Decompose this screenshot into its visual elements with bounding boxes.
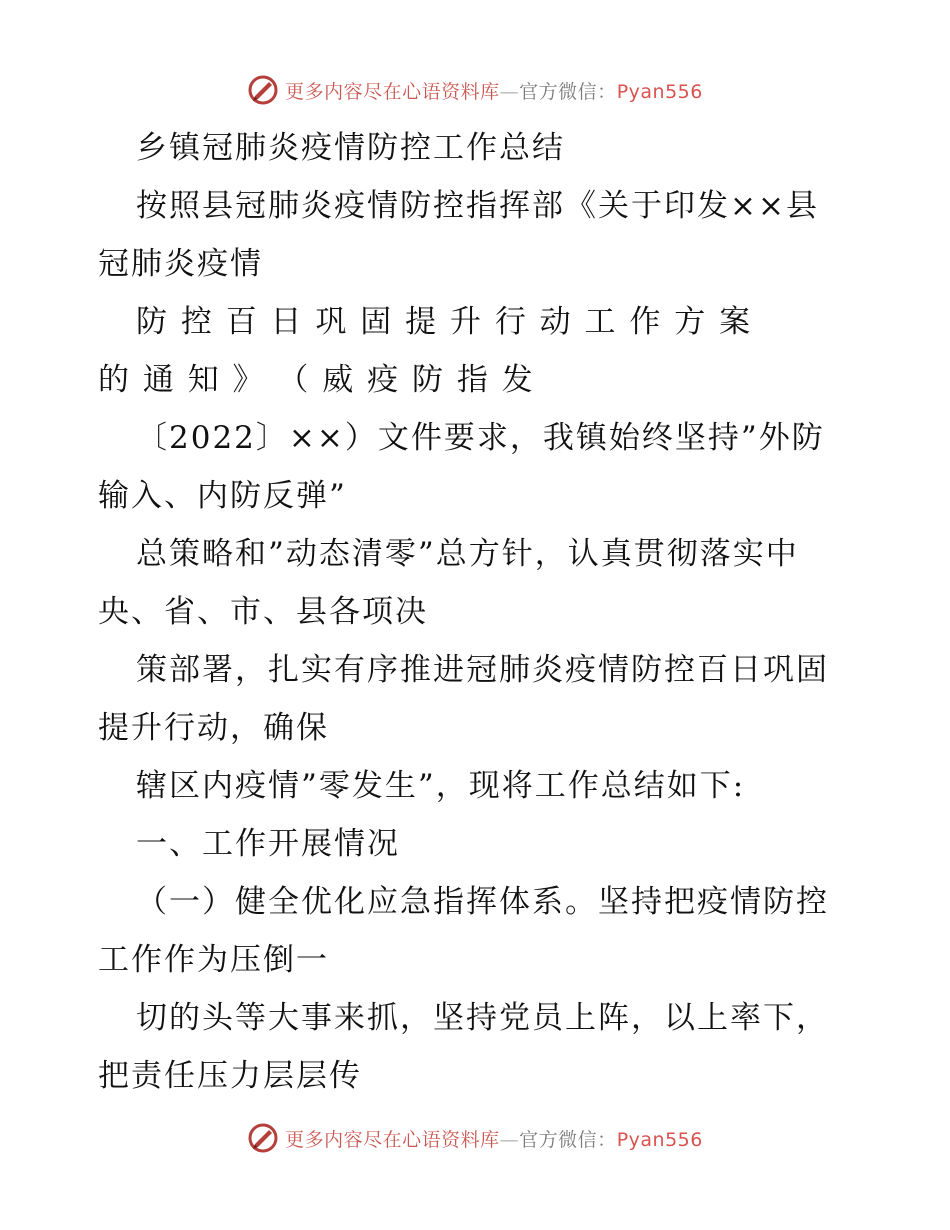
banner-wechat-label: 官方微信：	[519, 1128, 617, 1151]
banner-text	[285, 77, 703, 104]
paragraph-line: 冠肺炎疫情	[98, 246, 263, 282]
paragraph-line: 切的头等大事来抓，坚持党员上阵，以上率下，	[136, 1000, 829, 1036]
footer-banner	[0, 1118, 950, 1158]
banner-wechat-id: Pyan556	[616, 1128, 703, 1151]
paragraph-line: 防 控 百 日 巩 固 提 升 行 动 工 作 方 案	[136, 304, 753, 340]
paragraph-line: （一）健全优化应急指挥体系。坚持把疫情防控	[136, 884, 829, 920]
section-heading: 一、工作开展情况	[136, 826, 400, 862]
document-title: 乡镇冠肺炎疫情防控工作总结	[136, 130, 565, 166]
paragraph-line: 按照县冠肺炎疫情防控指挥部《关于印发××县	[136, 188, 819, 224]
paragraph-line: 央、省、市、县各项决	[98, 594, 428, 630]
banner-dash: —	[499, 1128, 520, 1151]
banner-dash: —	[499, 80, 520, 103]
paragraph-line: 辖区内疫情”零发生”，现将工作总结如下:	[136, 768, 746, 804]
paragraph-line: 〔2022〕××）文件要求，我镇始终坚持”外防	[136, 420, 825, 456]
pen-logo-icon	[247, 1122, 279, 1154]
paragraph-line: 输入、内防反弹”	[98, 478, 347, 514]
paragraph-line: 提升行动，确保	[98, 710, 329, 746]
paragraph-line: 把责任压力层层传	[98, 1058, 362, 1094]
header-banner	[0, 70, 950, 110]
banner-wechat-label: 官方微信：	[519, 80, 617, 103]
paragraph-line: 策部署，扎实有序推进冠肺炎疫情防控百日巩固	[136, 652, 829, 688]
banner-library: 更多内容尽在心语资料库	[285, 80, 500, 103]
pen-logo-icon	[247, 74, 279, 106]
banner-library: 更多内容尽在心语资料库	[285, 1128, 500, 1151]
paragraph-line: 总策略和”动态清零”总方针，认真贯彻落实中	[136, 536, 799, 572]
paragraph-line: 的 通 知 》 （ 威 疫 防 指 发	[98, 362, 535, 398]
banner-text	[285, 1125, 703, 1152]
banner-wechat-id: Pyan556	[616, 80, 703, 103]
paragraph-line: 工作作为压倒一	[98, 942, 329, 978]
